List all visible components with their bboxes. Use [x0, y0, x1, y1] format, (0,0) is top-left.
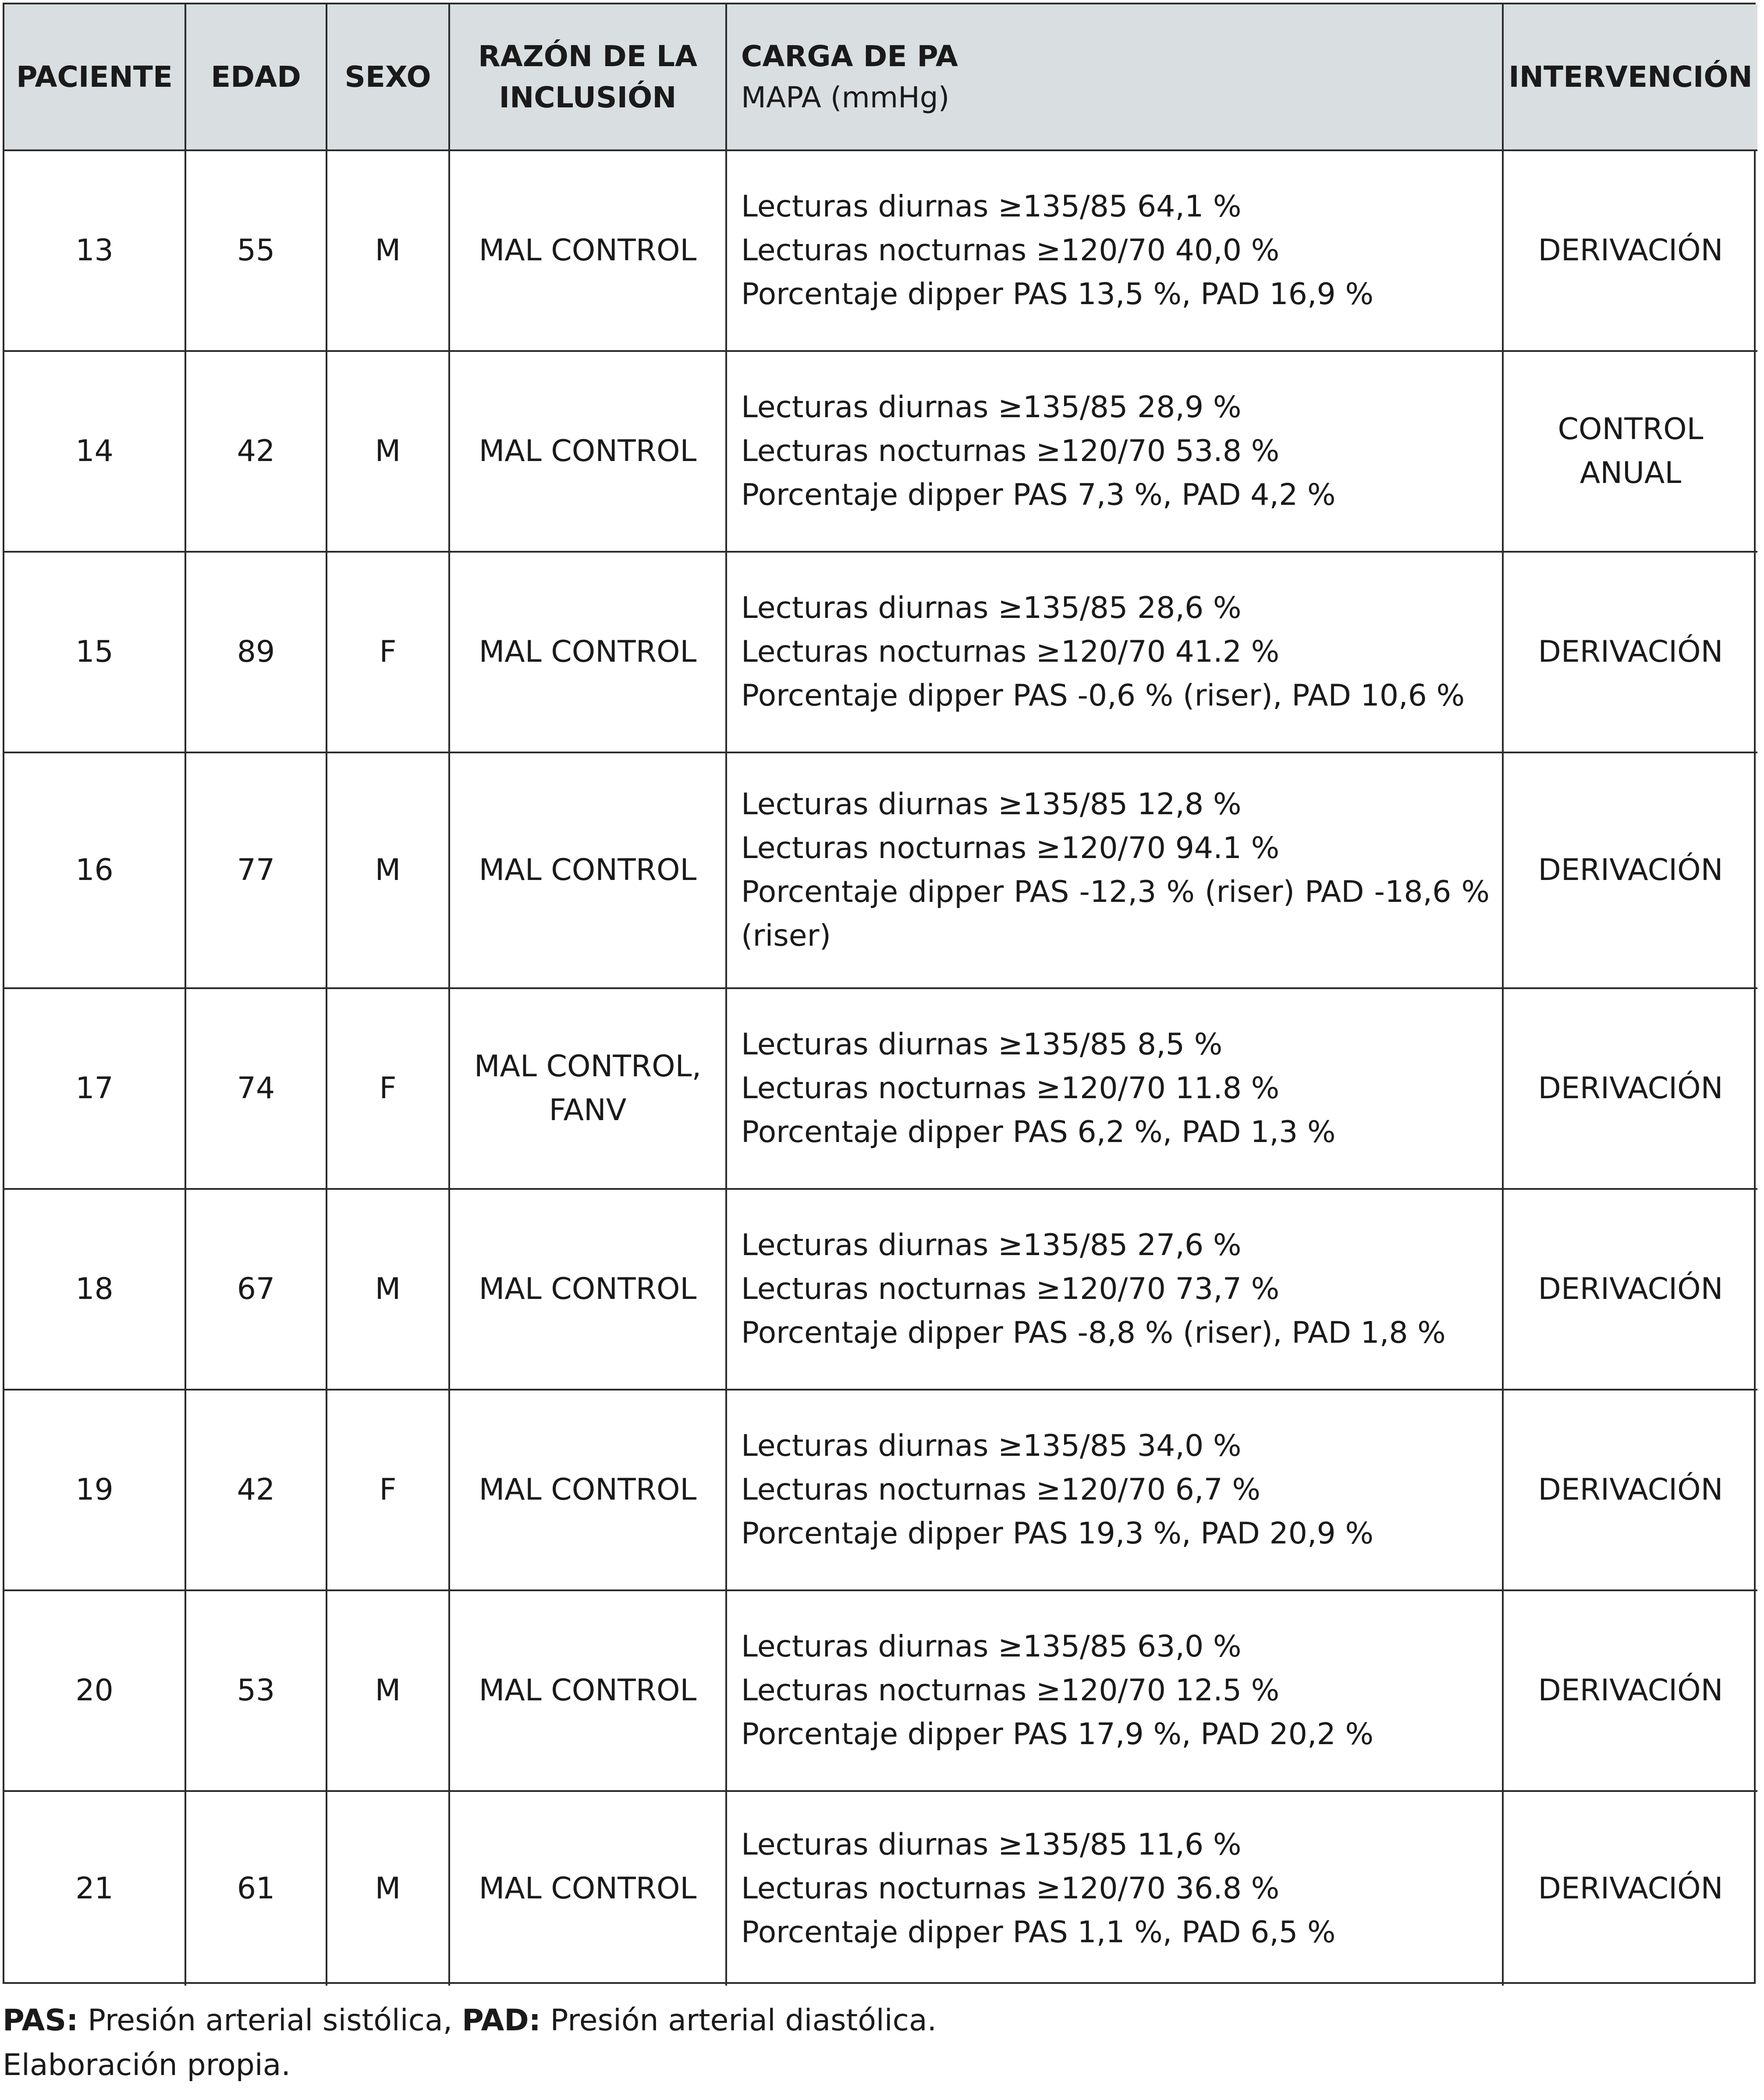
razon-line: MAL CONTROL [479, 1673, 697, 1708]
cell-razon [450, 1190, 727, 1391]
razon-line: MAL CONTROL [479, 434, 697, 468]
cell-carga [727, 1792, 1504, 1986]
edad-value: 67 [237, 1272, 275, 1306]
cell-intervencion [1504, 1391, 1757, 1591]
edad-value: 61 [237, 1871, 275, 1906]
header-razon-line2: INCLUSIÓN [499, 80, 677, 114]
carga-line: Lecturas diurnas ≥135/85 8,5 % [741, 1027, 1223, 1062]
cell-intervencion [1504, 1190, 1757, 1391]
razon-line: FANV [549, 1093, 627, 1128]
carga-line: Lecturas nocturnas ≥120/70 6,7 % [741, 1472, 1260, 1507]
cell-edad [186, 1792, 327, 1986]
cell-carga [727, 1190, 1504, 1391]
edad-value: 53 [237, 1673, 275, 1708]
header-carga-subtitle: MAPA (mmHg) [741, 80, 950, 114]
paciente-value: 13 [75, 233, 114, 268]
cell-razon [450, 753, 727, 989]
razon-line: MAL CONTROL, [474, 1049, 702, 1084]
carga-line: Lecturas diurnas ≥135/85 28,9 % [741, 390, 1242, 425]
intervencion-line: DERIVACIÓN [1538, 233, 1723, 268]
header-intervencion [1504, 4, 1757, 151]
carga-line: Porcentaje dipper PAS 6,2 %, PAD 1,3 % [741, 1115, 1336, 1149]
pas-definition: Presión arterial sistólica, [78, 2003, 462, 2038]
header-edad-label: EDAD [211, 60, 301, 94]
cell-edad [186, 1591, 327, 1792]
header-paciente [4, 4, 186, 151]
intervencion-line: DERIVACIÓN [1538, 1272, 1723, 1306]
header-razon [450, 4, 727, 151]
sexo-value: F [379, 635, 397, 669]
carga-line: Porcentaje dipper PAS 13,5 %, PAD 16,9 % [741, 277, 1374, 312]
cell-razon [450, 352, 727, 553]
cell-carga [727, 1591, 1504, 1792]
cell-intervencion [1504, 753, 1757, 989]
paciente-value: 20 [75, 1673, 114, 1708]
header-razon-line1: RAZÓN DE LA [478, 39, 698, 73]
carga-line: Lecturas diurnas ≥135/85 34,0 % [741, 1429, 1242, 1463]
cell-edad [186, 753, 327, 989]
source-note: Elaboración propia. [3, 2048, 291, 2082]
intervencion-line: DERIVACIÓN [1538, 635, 1723, 669]
abbreviations-note [3, 1998, 937, 2043]
header-carga [727, 4, 1504, 151]
cell-carga [727, 989, 1504, 1190]
paciente-value: 19 [75, 1472, 114, 1507]
edad-value: 74 [237, 1071, 275, 1106]
sexo-value: M [375, 434, 401, 468]
intervencion-line: DERIVACIÓN [1538, 1071, 1723, 1106]
cell-razon [450, 1591, 727, 1792]
carga-line: Lecturas diurnas ≥135/85 64,1 % [741, 189, 1242, 224]
paciente-value: 16 [75, 853, 114, 887]
edad-value: 89 [237, 635, 275, 669]
carga-line: Lecturas nocturnas ≥120/70 11.8 % [741, 1071, 1280, 1106]
cell-sexo [327, 553, 450, 753]
cell-carga [727, 753, 1504, 989]
cell-carga [727, 553, 1504, 753]
cell-paciente [4, 1591, 186, 1792]
header-sexo-label: SEXO [344, 60, 431, 94]
carga-line: Lecturas diurnas ≥135/85 12,8 % [741, 787, 1242, 822]
cell-paciente [4, 553, 186, 753]
paciente-value: 17 [75, 1071, 114, 1106]
carga-line: Lecturas diurnas ≥135/85 63,0 % [741, 1629, 1242, 1664]
carga-line: Porcentaje dipper PAS -12,3 % (riser) PAD -18,6 % (riser) [741, 875, 1490, 953]
header-paciente-label: PACIENTE [16, 60, 173, 94]
carga-line: Lecturas nocturnas ≥120/70 36.8 % [741, 1871, 1280, 1906]
cell-carga [727, 352, 1504, 553]
cell-sexo [327, 989, 450, 1190]
cell-razon [450, 1792, 727, 1986]
sexo-value: M [375, 1673, 401, 1708]
cell-paciente [4, 1792, 186, 1986]
cell-carga [727, 1391, 1504, 1591]
edad-value: 55 [237, 233, 275, 268]
razon-line: MAL CONTROL [479, 635, 697, 669]
cell-paciente [4, 753, 186, 989]
cell-carga [727, 151, 1504, 352]
header-carga-title: CARGA DE PA [741, 39, 958, 73]
cell-intervencion [1504, 553, 1757, 753]
paciente-value: 14 [75, 434, 114, 468]
cell-paciente [4, 151, 186, 352]
cell-sexo [327, 352, 450, 553]
cell-edad [186, 989, 327, 1190]
cell-edad [186, 1391, 327, 1591]
intervencion-line: ANUAL [1579, 456, 1682, 490]
intervencion-line: CONTROL [1558, 412, 1704, 447]
cell-paciente [4, 352, 186, 553]
edad-value: 42 [237, 434, 275, 468]
razon-line: MAL CONTROL [479, 1272, 697, 1306]
cell-razon [450, 1391, 727, 1591]
header-intervencion-label: INTERVENCIÓN [1508, 60, 1753, 94]
cell-intervencion [1504, 1792, 1757, 1986]
cell-razon [450, 553, 727, 753]
cell-paciente [4, 1391, 186, 1591]
carga-line: Lecturas diurnas ≥135/85 11,6 % [741, 1827, 1242, 1862]
cell-sexo [327, 1792, 450, 1986]
cell-sexo [327, 1190, 450, 1391]
intervencion-line: DERIVACIÓN [1538, 1673, 1723, 1708]
carga-line: Porcentaje dipper PAS 19,3 %, PAD 20,9 % [741, 1516, 1374, 1551]
pad-abbreviation: PAD: [462, 2003, 541, 2038]
cell-razon [450, 989, 727, 1190]
razon-line: MAL CONTROL [479, 853, 697, 887]
razon-line: MAL CONTROL [479, 1871, 697, 1906]
intervencion-line: DERIVACIÓN [1538, 1871, 1723, 1906]
intervencion-line: DERIVACIÓN [1538, 853, 1723, 887]
carga-line: Porcentaje dipper PAS 17,9 %, PAD 20,2 % [741, 1717, 1374, 1752]
cell-intervencion [1504, 352, 1757, 553]
header-sexo [327, 4, 450, 151]
carga-line: Lecturas nocturnas ≥120/70 73,7 % [741, 1272, 1280, 1306]
carga-line: Lecturas diurnas ≥135/85 28,6 % [741, 591, 1242, 625]
carga-line: Porcentaje dipper PAS -8,8 % (riser), PAD 1,8 % [741, 1316, 1446, 1350]
sexo-value: F [379, 1071, 397, 1106]
paciente-value: 15 [75, 635, 114, 669]
carga-line: Porcentaje dipper PAS -0,6 % (riser), PAD 10,6 % [741, 678, 1465, 713]
cell-intervencion [1504, 989, 1757, 1190]
cell-paciente [4, 1190, 186, 1391]
carga-line: Lecturas diurnas ≥135/85 27,6 % [741, 1228, 1242, 1263]
carga-line: Lecturas nocturnas ≥120/70 41.2 % [741, 635, 1280, 669]
cell-paciente [4, 989, 186, 1190]
cell-intervencion [1504, 1591, 1757, 1792]
sexo-value: M [375, 233, 401, 268]
patients-table [3, 3, 1756, 1984]
sexo-value: M [375, 853, 401, 887]
carga-line: Porcentaje dipper PAS 1,1 %, PAD 6,5 % [741, 1915, 1336, 1950]
sexo-value: F [379, 1472, 397, 1507]
cell-edad [186, 352, 327, 553]
table-footnote [3, 1998, 937, 2088]
cell-sexo [327, 151, 450, 352]
paciente-value: 21 [75, 1871, 114, 1906]
cell-edad [186, 1190, 327, 1391]
cell-edad [186, 151, 327, 352]
intervencion-line: DERIVACIÓN [1538, 1472, 1723, 1507]
carga-line: Lecturas nocturnas ≥120/70 94.1 % [741, 831, 1280, 866]
pas-abbreviation: PAS: [3, 2003, 78, 2038]
cell-sexo [327, 1591, 450, 1792]
carga-line: Porcentaje dipper PAS 7,3 %, PAD 4,2 % [741, 478, 1336, 512]
cell-edad [186, 553, 327, 753]
carga-line: Lecturas nocturnas ≥120/70 40,0 % [741, 233, 1280, 268]
carga-line: Lecturas nocturnas ≥120/70 12.5 % [741, 1673, 1280, 1708]
carga-line: Lecturas nocturnas ≥120/70 53.8 % [741, 434, 1280, 468]
razon-line: MAL CONTROL [479, 233, 697, 268]
cell-intervencion [1504, 151, 1757, 352]
sexo-value: M [375, 1272, 401, 1306]
cell-sexo [327, 753, 450, 989]
edad-value: 42 [237, 1472, 275, 1507]
cell-razon [450, 151, 727, 352]
sexo-value: M [375, 1871, 401, 1906]
pad-definition: Presión arterial diastólica. [540, 2003, 937, 2038]
header-edad [186, 4, 327, 151]
edad-value: 77 [237, 853, 275, 887]
paciente-value: 18 [75, 1272, 114, 1306]
razon-line: MAL CONTROL [479, 1472, 697, 1507]
cell-sexo [327, 1391, 450, 1591]
